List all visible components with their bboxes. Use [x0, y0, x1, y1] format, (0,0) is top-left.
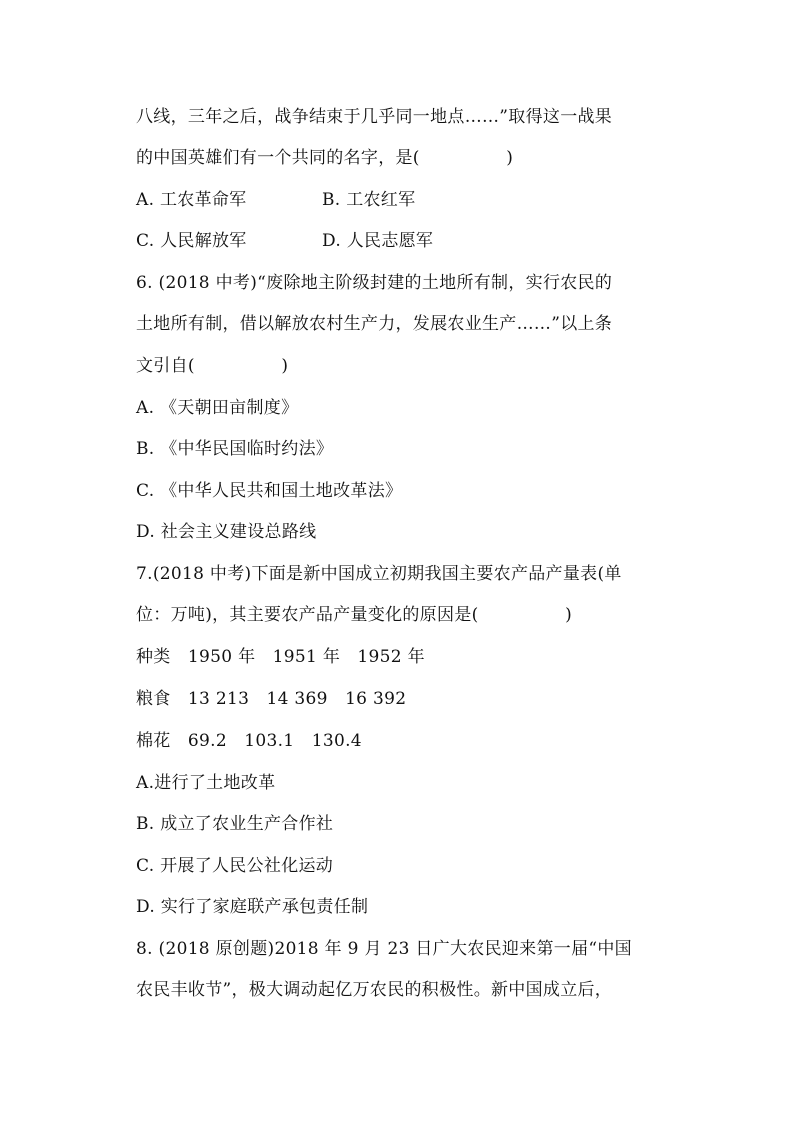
q5-option-d: D. 人民志愿军 [322, 231, 434, 251]
q7-option-d: D. 实行了家庭联产承包责任制 [136, 897, 369, 917]
q6-option-d: D. 社会主义建设总路线 [136, 522, 317, 542]
q6-text-line-3: 文引自( ) [136, 356, 289, 376]
q6-option-a: A. 《天朝田亩制度》 [136, 398, 299, 418]
q8-text-line-1: 8. (2018 原创题)2018 年 9 月 23 日广大农民迎来第一届“中国 [136, 939, 632, 959]
q6-option-b: B. 《中华民国临时约法》 [136, 439, 334, 459]
q7-text-line-1: 7.(2018 中考)下面是新中国成立初期我国主要农产品产量表(单 [136, 564, 622, 584]
q6-text-line-1: 6. (2018 中考)“废除地主阶级封建的土地所有制，实行农民的 [136, 273, 613, 293]
q7-text-line-2: 位：万吨)，其主要农产品产量变化的原因是( ) [136, 605, 572, 625]
q7-table-row-cotton: 棉花 69.2 103.1 130.4 [136, 731, 362, 751]
q7-option-a: A.进行了土地改革 [136, 773, 276, 793]
q7-option-c: C. 开展了人民公社化运动 [136, 856, 334, 876]
q5-option-a: A. 工农革命军 [136, 190, 247, 210]
q5-option-b: B. 工农红军 [322, 190, 416, 210]
q6-text-line-2: 土地所有制，借以解放农村生产力，发展农业生产……”以上条 [136, 314, 613, 334]
q6-option-c: C. 《中华人民共和国土地改革法》 [136, 481, 403, 501]
q7-table-header: 种类 1950 年 1951 年 1952 年 [136, 647, 425, 667]
q5-option-c: C. 人民解放军 [136, 231, 247, 251]
q5-text-line-2: 的中国英雄们有一个共同的名字，是( ) [136, 148, 514, 168]
q5-text-line-1: 八线，三年之后，战争结束于几乎同一地点……”取得这一战果 [136, 107, 613, 127]
q7-option-b: B. 成立了农业生产合作社 [136, 814, 334, 834]
q8-text-line-2: 农民丰收节”，极大调动起亿万农民的积极性。新中国成立后， [136, 980, 613, 1000]
q7-table-row-grain: 粮食 13 213 14 369 16 392 [136, 689, 407, 709]
